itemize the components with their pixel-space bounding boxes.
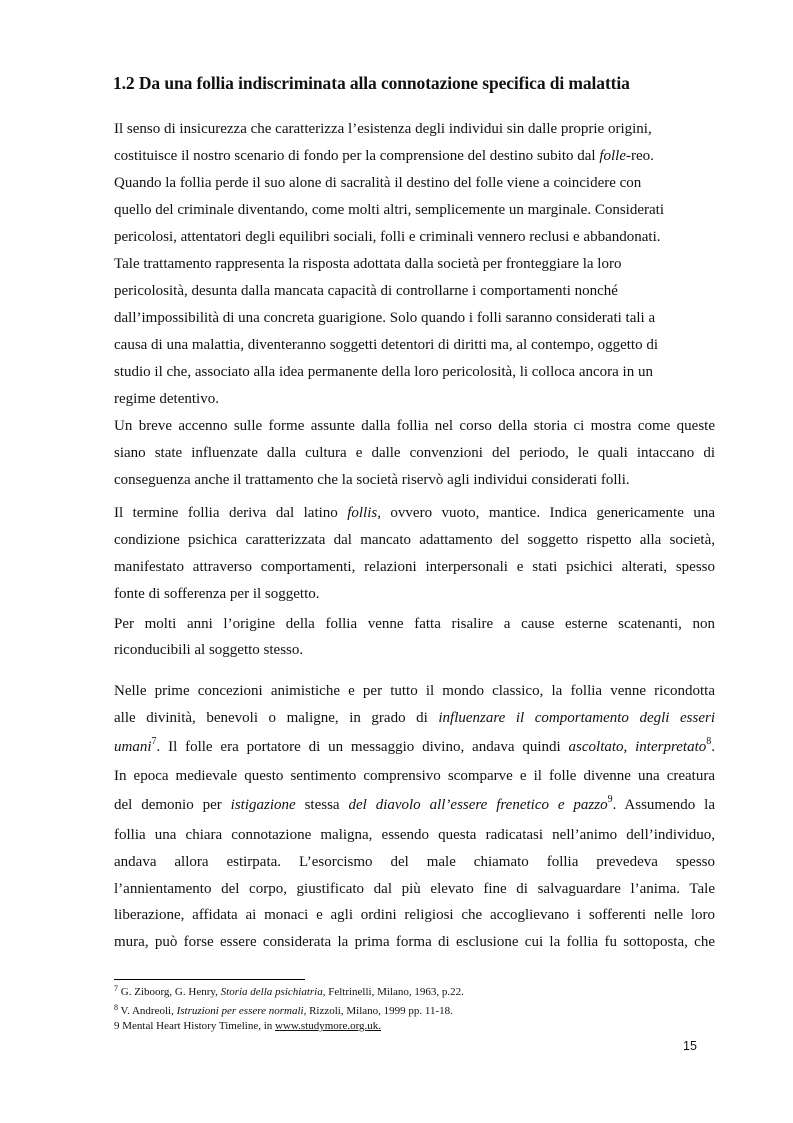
body-line: pericolosità, desunta dalla mancata capacità di controllarne i comportamenti nonché [114,283,618,299]
body-line: regime detentivo. [114,391,219,407]
body-line: siano state influenzate dalla cultura e dalle convenzioni del periodo, le quali intaccano di [114,445,715,461]
footnote-link[interactable]: www.studymore.org.uk. [275,1020,382,1032]
body-line: pericolosi, attentatori degli equilibri sociali, folli e criminali vennero reclusi e abbandonati. [114,229,661,245]
footnote-separator [114,979,305,980]
body-line: causa di una malattia, diventeranno soggetti detentori di diritti ma, al contempo, oggetto di [114,337,659,353]
body-line: quello del criminale diventando, come molti altri, semplicemente un marginale. Considerati [114,202,664,218]
body-line: del demonio per istigazione stessa del diavolo all’essere frenetico e pazzo$^9$. Assumendo la [114,794,715,813]
footnote-7: $^7$ G. Ziboorg, G. Henry, Storia della psichiatria, Feltrinelli, Milano, 1963, p.22. [114,984,464,998]
footnote-ref-8[interactable]: 8 [706,736,712,747]
body-line: manifestato attraverso comportamenti, relazioni interpersonali e stati psichici alterati, spesso [114,559,715,575]
footnote-ref-7[interactable]: 7 [151,736,157,747]
body-line: fonte di sofferenza per il soggetto. [114,586,320,602]
body-line: dall’impossibilità di una concreta guarigione. Solo quando i folli saranno considerati tali a [114,310,656,326]
section-heading: 1.2 Da una follia indiscriminata alla connotazione specifica di malattia [113,73,630,93]
body-line: studio il che, associato alla idea permanente della loro pericolosità, li colloca ancora in un [114,364,653,380]
body-line: Quando la follia perde il suo alone di sacralità il destino del folle viene a coincidere con [114,175,642,191]
body-line: Nelle prime concezioni animistiche e per tutto il mondo classico, la follia venne ricondotta [114,683,715,699]
body-line: mura, può forse essere considerata la prima forma di esclusione cui la follia fu sottoposta, che [114,934,715,950]
body-line: In epoca medievale questo sentimento comprensivo scomparve e il folle divenne una creatura [114,768,715,784]
page-number: 15 [683,1039,697,1053]
body-line: l’annientamento del corpo, giustificato dal più elevato fine di salvaguardare l’anima. Tale [114,881,715,897]
body-line: Per molti anni l’origine della follia venne fatta risalire a cause esterne scatenanti, non [114,616,715,632]
body-line: condizione psichica caratterizzata dal mancato adattamento del soggetto rispetto alla società, [114,532,715,548]
body-line: Un breve accenno sulle forme assunte dalla follia nel corso della storia ci mostra come queste [114,418,715,434]
body-line: conseguenza anche il trattamento che la società riservò agli individui considerati folli. [114,472,630,488]
footnote-9: 9 Mental Heart History Timeline, in www.studymore.org.uk. [114,1020,382,1032]
body-line: follia una chiara connotazione maligna, essendo questa radicatasi nell’animo dell’individuo, [114,827,715,843]
body-line: alle divinità, benevoli o maligne, in grado di influenzare il comportamento degli esseri [114,710,716,726]
body-line: riconducibili al soggetto stesso. [114,642,304,658]
body-line: Tale trattamento rappresenta la risposta adottata dalla società per fronteggiare la loro [114,256,622,272]
body-line: umani$^7$. Il folle era portatore di un messaggio divino, andava quindi ascoltato, interpretato$^8$. [114,736,715,755]
body-line: Il senso di insicurezza che caratterizza l’esistenza degli individui sin dalle proprie origini, [114,121,652,137]
body-line: andava allora estirpata. L’esorcismo del male chiamato follia prevedeva spesso [114,854,715,870]
footnote-ref-9[interactable]: 9 [607,794,613,805]
body-line: Il termine follia deriva dal latino follis, ovvero vuoto, mantice. Indica genericamente una [114,505,715,521]
footnote-8: $^8$ V. Andreoli, Istruzioni per essere normali, Rizzoli, Milano, 1999 pp. 11-18. [114,1003,453,1017]
body-line: liberazione, affidata ai monaci e agli ordini religiosi che accoglievano i sofferenti nelle loro [114,907,715,923]
body-line: costituisce il nostro scenario di fondo per la comprensione del destino subito dal folle-reo. [114,148,654,164]
